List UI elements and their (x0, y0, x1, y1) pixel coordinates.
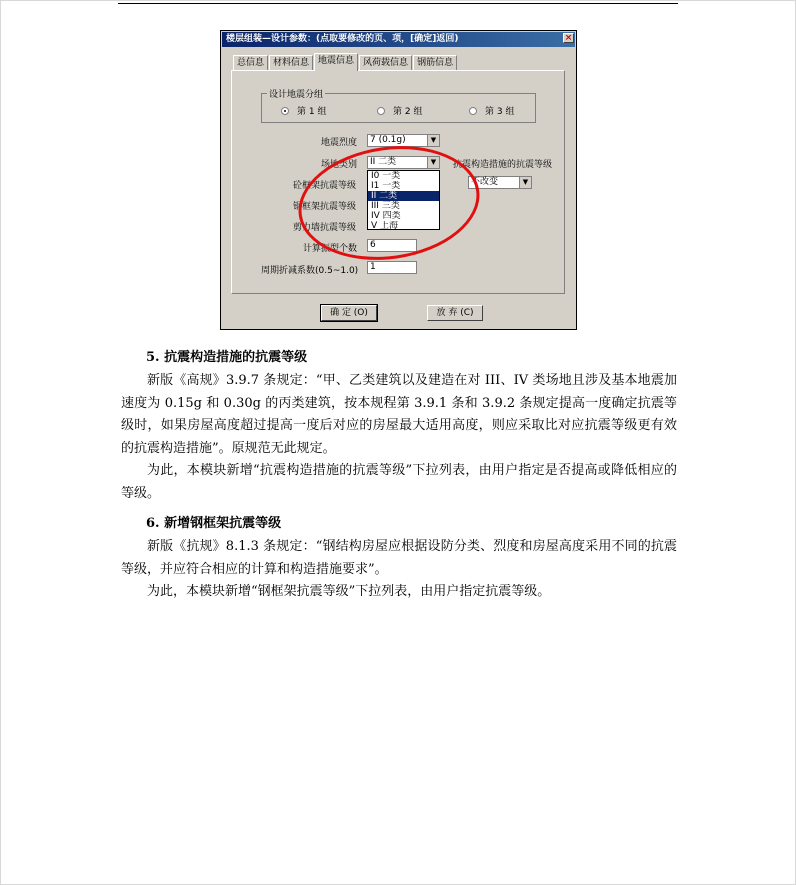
tab-bar (233, 55, 458, 71)
header-rule (118, 3, 678, 4)
section-5-body (121, 370, 677, 505)
shear-wall-label: 剪力墙抗震等级 (293, 223, 357, 233)
design-group-title: 设计地震分组 (267, 87, 325, 100)
ok-button[interactable]: 确 定 (O) (321, 305, 377, 321)
measure-grade-value: 不改变 (471, 177, 499, 187)
section-5-heading: 5. 抗震构造措施的抗震等级 (146, 350, 308, 365)
intensity-label: 地震烈度 (321, 138, 358, 148)
steel-frame-label: 钢框架抗震等级 (293, 202, 357, 212)
period-input[interactable]: 1 (367, 261, 417, 274)
dropdown-option[interactable]: V 上海 (371, 221, 399, 231)
modes-label: 计算振型个数 (303, 244, 358, 254)
dropdown-option-selected[interactable]: II 二类 (368, 191, 439, 201)
dialog-title: 楼层组装—设计参数：(点取要修改的页、项，[确定]返回) (222, 32, 575, 47)
radio-group-2[interactable] (377, 104, 422, 117)
radio-unchecked-icon (377, 107, 385, 115)
dropdown-option[interactable]: I0 一类 (371, 171, 401, 181)
section-6-body (121, 536, 677, 604)
radio-checked-icon (281, 107, 289, 115)
concrete-frame-label: 砼框架抗震等级 (293, 181, 357, 191)
close-icon[interactable]: × (564, 33, 573, 43)
radio-label: 第 2 组 (393, 107, 423, 117)
paragraph: 为此，本模块新增“钢框架抗震等级”下拉列表，由用户指定抗震等级。 (147, 584, 551, 599)
measure-grade-label: 抗震构造措施的抗震等级 (453, 160, 553, 170)
paragraph: 为此，本模块新增“抗震构造措施的抗震等级”下拉列表，由用户指定是否提高或降低相应的等级。 (121, 463, 677, 501)
radio-group-3[interactable] (469, 104, 514, 117)
modes-input[interactable]: 6 (367, 239, 417, 252)
chevron-down-icon[interactable]: ▼ (427, 135, 439, 146)
radio-group-1[interactable] (281, 104, 326, 117)
tab-material[interactable]: 材料信息 (269, 55, 313, 70)
period-label: 周期折减系数(0.5~1.0) (261, 266, 359, 276)
dropdown-option[interactable]: III 三类 (371, 201, 400, 211)
tab-seismic[interactable]: 地震信息 (314, 53, 358, 71)
intensity-value: 7 (0.1g) (370, 135, 406, 145)
cancel-button[interactable]: 放 弃 (C) (427, 305, 483, 321)
paragraph: 新版《抗规》8.1.3 条规定：“钢结构房屋应根据设防分类、烈度和房屋高度采用不同的抗震等级，并应符合相应的计算和构造措施要求”。 (121, 539, 677, 577)
tab-general[interactable]: 总信息 (233, 55, 268, 70)
site-class-value: II 二类 (370, 157, 397, 167)
dropdown-option[interactable]: IV 四类 (371, 211, 401, 221)
chevron-down-icon[interactable]: ▼ (427, 157, 439, 168)
radio-label: 第 3 组 (485, 107, 515, 117)
radio-unchecked-icon (469, 107, 477, 115)
paragraph: 新版《高规》3.9.7 条规定：“甲、乙类建筑以及建造在对 III、IV 类场地且涉及基本地震加速度为 0.15g 和 0.30g 的丙类建筑，按本规程第 3.9.1 条和 3.9.2 条规定提高一度确定抗震等级时，如果房屋高度超过提高一度后对应的房屋最大适用高度，则应采取比对应抗震等级更有效的抗震构造措施”。原规范无此规定。 (121, 373, 677, 456)
site-class-label: 场地类别 (321, 160, 358, 170)
chevron-down-icon[interactable]: ▼ (519, 177, 531, 188)
tab-wind[interactable]: 风荷载信息 (359, 55, 412, 70)
radio-label: 第 1 组 (297, 107, 327, 117)
section-6-heading: 6. 新增钢框架抗震等级 (146, 516, 282, 531)
dropdown-option[interactable]: I1 一类 (371, 181, 401, 191)
tab-rebar[interactable]: 钢筋信息 (413, 55, 457, 70)
